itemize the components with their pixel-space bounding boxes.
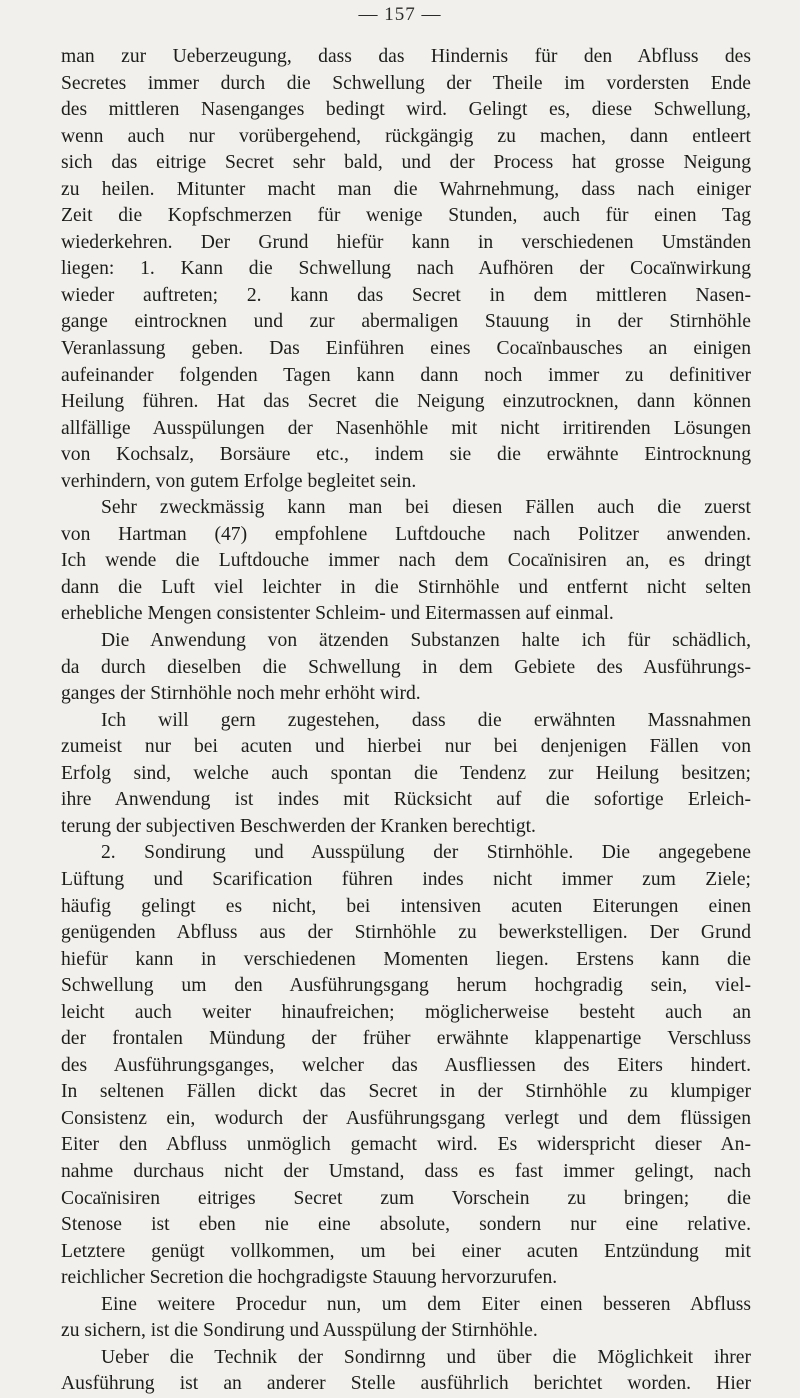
text-line: Sehr zweckmässig kann man bei diesen Fällen auch die zuerst [101, 497, 751, 519]
text-line: Consistenz ein, wodurch der Ausführungsgang verlegt und dem flüssigen [61, 1107, 751, 1129]
text-line: Heilung führen. Hat das Secret die Neigung einzutrocknen, dann können [61, 391, 751, 413]
text-line: Erfolg sind, welche auch spontan die Tendenz zur Heilung besitzen; [61, 762, 751, 784]
text-line: Secretes immer durch die Schwellung der Theile im vordersten Ende [61, 72, 751, 94]
text-line: allfällige Ausspülungen der Nasenhöhle mit nicht irritirenden Lösungen [61, 417, 751, 439]
text-line: nahme durchaus nicht der Umstand, dass es fast immer gelingt, nach [61, 1160, 751, 1182]
text-line: des Ausführungsganges, welcher das Ausfliessen des Eiters hindert. [61, 1054, 751, 1076]
text-line: hiefür kann in verschiedenen Momenten liegen. Erstens kann die [61, 948, 751, 970]
text-line: Zeit die Kopfschmerzen für wenige Stunden, auch für einen Tag [61, 205, 751, 227]
text-line: da durch dieselben die Schwellung in dem Gebiete des Ausführungs- [61, 656, 751, 678]
text-line: terung der subjectiven Beschwerden der Kranken berechtigt. [61, 815, 536, 837]
text-line: aufeinander folgenden Tagen kann dann noch immer zu definitiver [61, 364, 751, 386]
text-line: Die Anwendung von ätzenden Substanzen halte ich für schädlich, [101, 630, 751, 652]
text-line: erhebliche Mengen consistenter Schleim- und Eitermassen auf einmal. [61, 603, 614, 625]
text-line: von Hartman (47) empfohlene Luftdouche nach Politzer anwenden. [61, 523, 751, 545]
text-line: reichlicher Secretion die hochgradigste Stauung hervorzurufen. [61, 1267, 558, 1289]
text-line: Letztere genügt vollkommen, um bei einer acuten Entzündung mit [61, 1240, 751, 1262]
text-line: Lüftung und Scarification führen indes nicht immer zum Ziele; [61, 868, 751, 890]
text-line: des mittleren Nasenganges bedingt wird. Gelingt es, diese Schwellung, [61, 99, 751, 121]
text-line: In seltenen Fällen dickt das Secret in der Stirnhöhle zu klumpiger [61, 1081, 751, 1103]
text-line: wieder auftreten; 2. kann das Secret in dem mittleren Nasen- [61, 284, 751, 306]
text-line: Veranlassung geben. Das Einführen eines Cocaïnbausches an einigen [61, 338, 751, 360]
text-line: Ausführung ist an anderer Stelle ausführlich berichtet worden. Hier [61, 1373, 751, 1395]
text-line: dann die Luft viel leichter in die Stirnhöhle und entfernt nicht selten [61, 576, 751, 598]
text-line: der frontalen Mündung der früher erwähnte klappenartige Verschluss [61, 1028, 751, 1050]
text-line: wenn auch nur vorübergehend, rückgängig zu machen, dann entleert [61, 125, 751, 147]
page-number: — 157 — [358, 4, 442, 25]
text-line: Ich will gern zugestehen, dass die erwähnten Massnahmen [101, 709, 751, 731]
text-line: Ueber die Technik der Sondirnng und über die Möglichkeit ihrer [101, 1346, 751, 1368]
text-line: von Kochsalz, Borsäure etc., indem sie die erwähnte Eintrocknung [61, 444, 751, 466]
text-line: Schwellung um den Ausführungsgang herum hochgradig sein, viel- [61, 975, 751, 997]
text-line: häufig gelingt es nicht, bei intensiven acuten Eiterungen einen [61, 895, 751, 917]
text-line: sich das eitrige Secret sehr bald, und der Process hat grosse Neigung [61, 152, 751, 174]
text-line: gange eintrocknen und zur abermaligen Stauung in der Stirnhöhle [61, 311, 751, 333]
text-line: leicht auch weiter hinaufreichen; möglicherweise besteht auch an [61, 1001, 751, 1023]
text-line: Eine weitere Procedur nun, um dem Eiter einen besseren Abfluss [101, 1293, 751, 1315]
text-line: Eiter den Abfluss unmöglich gemacht wird. Es widerspricht dieser An- [61, 1134, 751, 1156]
text-line: zu sichern, ist die Sondirung und Ausspülung der Stirnhöhle. [61, 1320, 538, 1342]
text-line: Ich wende die Luftdouche immer nach dem Cocaïnisiren an, es dringt [61, 550, 751, 572]
text-line: zumeist nur bei acuten und hierbei nur bei denjenigen Fällen von [61, 736, 751, 758]
text-line: wiederkehren. Der Grund hiefür kann in verschiedenen Umständen [61, 231, 751, 253]
text-line: ganges der Stirnhöhle noch mehr erhöht wird. [61, 683, 421, 705]
text-line: Stenose ist eben nie eine absolute, sondern nur eine relative. [61, 1214, 751, 1236]
text-line: man zur Ueberzeugung, dass das Hindernis für den Abfluss des [61, 46, 751, 67]
text-line: Cocaïnisiren eitriges Secret zum Vorschein zu bringen; die [61, 1187, 751, 1209]
text-line: genügenden Abfluss aus der Stirnhöhle zu bewerkstelligen. Der Grund [61, 922, 751, 944]
text-line: ihre Anwendung ist indes mit Rücksicht auf die sofortige Erleich- [61, 789, 751, 811]
body-text [61, 44, 751, 1398]
text-line: liegen: 1. Kann die Schwellung nach Aufhören der Cocaïnwirkung [61, 258, 751, 280]
text-line: zu heilen. Mitunter macht man die Wahrnehmung, dass nach einiger [61, 178, 751, 200]
text-line: verhindern, von gutem Erfolge begleitet sein. [61, 470, 417, 492]
text-line: 2. Sondirung und Ausspülung der Stirnhöhle. Die angegebene [101, 842, 751, 864]
